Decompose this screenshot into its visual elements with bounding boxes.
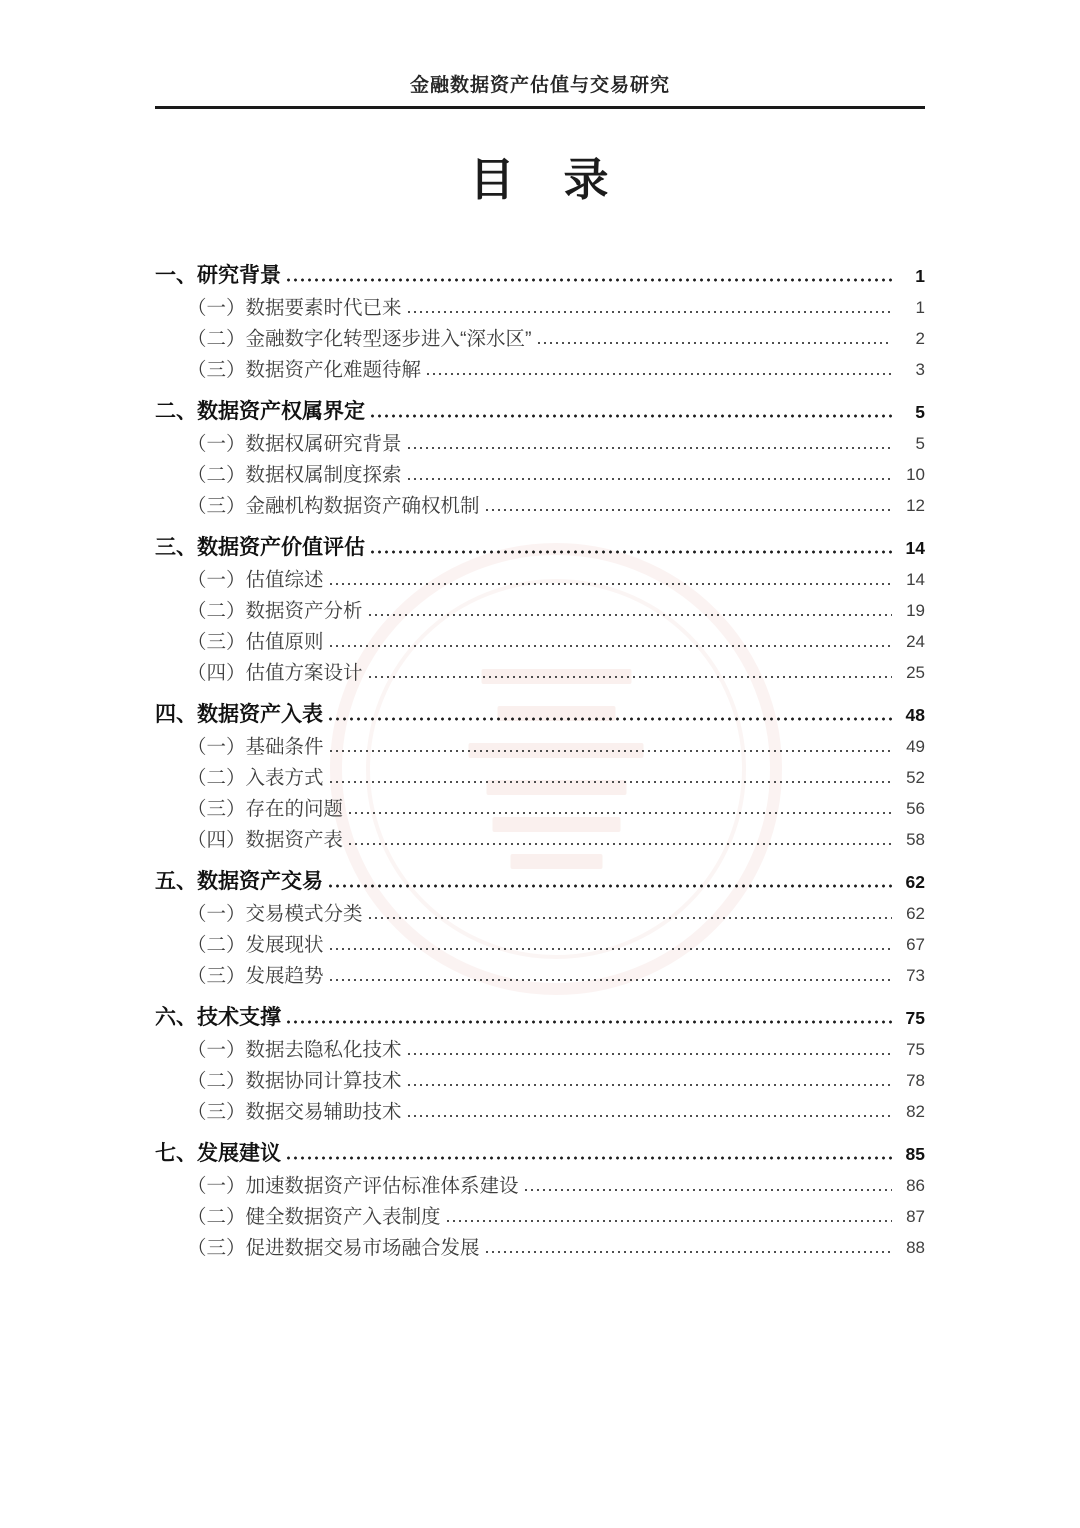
dot-leader	[523, 1188, 892, 1192]
dot-leader	[425, 372, 892, 376]
toc-section-row	[155, 1000, 925, 1030]
toc-section-row	[155, 530, 925, 560]
toc-item-label: （四）估值方案设计	[187, 661, 363, 684]
dot-leader	[406, 1083, 892, 1087]
page-title: 目 录	[469, 154, 611, 205]
toc-page-number: 82	[906, 1101, 925, 1121]
dot-leader	[328, 582, 892, 586]
toc-page-number: 75	[906, 1039, 925, 1059]
toc-item-label: （二）健全数据资产入表制度	[187, 1205, 441, 1228]
dot-leader	[406, 446, 892, 450]
toc-section-label: 三、数据资产价值评估	[155, 535, 365, 559]
dot-leader	[367, 613, 892, 617]
dot-leader	[367, 675, 892, 679]
toc-item-row	[155, 1166, 925, 1197]
toc-item-row	[155, 956, 925, 987]
toc-item-label: （二）数据权属制度探索	[187, 463, 402, 486]
toc-page-number: 78	[906, 1070, 925, 1090]
dot-leader	[484, 508, 892, 512]
toc-item-row	[155, 319, 925, 350]
dot-leader	[327, 884, 892, 888]
toc-item-row	[155, 894, 925, 925]
toc-item-row	[155, 1061, 925, 1092]
toc-item-label: （三）数据资产化难题待解	[187, 358, 422, 381]
toc-item-label: （二）数据资产分析	[187, 599, 363, 622]
dot-leader	[328, 780, 892, 784]
toc-item-label: （三）发展趋势	[187, 964, 324, 987]
dot-leader	[367, 916, 892, 920]
toc-item-label: （一）交易模式分类	[187, 902, 363, 925]
toc-item-row	[155, 560, 925, 591]
toc-page-number: 62	[906, 903, 925, 923]
toc-item-row	[155, 622, 925, 653]
toc-item-row	[155, 591, 925, 622]
toc-item-row	[155, 350, 925, 381]
dot-leader	[406, 310, 892, 314]
toc-item-label: （三）存在的问题	[187, 797, 344, 820]
toc-page-number: 58	[906, 829, 925, 849]
toc-page-number: 3	[915, 359, 925, 379]
table-of-contents	[155, 258, 925, 1259]
toc-page-number: 73	[906, 965, 925, 985]
running-header-title: 金融数据资产估值与交易研究	[409, 75, 670, 96]
dot-leader	[328, 749, 892, 753]
dot-leader	[484, 1250, 892, 1254]
toc-page-number: 56	[906, 798, 925, 818]
toc-page-number: 24	[906, 631, 925, 651]
toc-section-row	[155, 697, 925, 727]
toc-section-label: 六、技术支撑	[155, 1005, 281, 1029]
dot-leader	[536, 341, 893, 345]
toc-page-number: 1	[915, 266, 925, 287]
toc-section-label: 一、研究背景	[155, 263, 281, 287]
dot-leader	[406, 477, 892, 481]
dot-leader	[327, 717, 892, 721]
toc-page-number: 86	[906, 1175, 925, 1195]
toc-page-number: 85	[905, 1144, 925, 1165]
toc-item-row	[155, 288, 925, 319]
toc-section-label: 七、发展建议	[155, 1141, 281, 1165]
toc-item-label: （三）促进数据交易市场融合发展	[187, 1236, 480, 1259]
toc-item-label: （三）数据交易辅助技术	[187, 1100, 402, 1123]
toc-section-row	[155, 864, 925, 894]
toc-page-number: 12	[906, 495, 925, 515]
toc-page-number: 19	[906, 600, 925, 620]
dot-leader	[369, 414, 892, 418]
toc-item-label: （一）基础条件	[187, 735, 324, 758]
toc-item-label: （三）估值原则	[187, 630, 324, 653]
dot-leader	[347, 811, 892, 815]
toc-section-label: 二、数据资产权属界定	[155, 399, 365, 423]
toc-item-label: （二）发展现状	[187, 933, 324, 956]
toc-page-number: 5	[915, 402, 925, 423]
toc-page-number: 5	[915, 433, 925, 453]
toc-section-row	[155, 394, 925, 424]
toc-section-row	[155, 258, 925, 288]
header-divider-rule	[155, 106, 925, 109]
toc-item-label: （一）加速数据资产评估标准体系建设	[187, 1174, 519, 1197]
dot-leader	[445, 1219, 892, 1223]
toc-item-label: （二）入表方式	[187, 766, 324, 789]
toc-item-row	[155, 820, 925, 851]
toc-page-number: 87	[906, 1206, 925, 1226]
dot-leader	[285, 1156, 892, 1160]
toc-page-number: 14	[906, 569, 925, 589]
toc-item-label: （一）数据要素时代已来	[187, 296, 402, 319]
toc-item-row	[155, 1030, 925, 1061]
dot-leader	[285, 278, 892, 282]
toc-page-number: 48	[905, 705, 925, 726]
toc-item-label: （四）数据资产表	[187, 828, 344, 851]
dot-leader	[406, 1114, 892, 1118]
toc-item-row	[155, 424, 925, 455]
dot-leader	[328, 947, 892, 951]
dot-leader	[347, 842, 892, 846]
toc-item-row	[155, 486, 925, 517]
dot-leader	[285, 1020, 892, 1024]
dot-leader	[328, 644, 892, 648]
toc-page-number: 67	[906, 934, 925, 954]
dot-leader	[406, 1052, 892, 1056]
toc-page-number: 62	[905, 872, 925, 893]
toc-item-label: （二）数据协同计算技术	[187, 1069, 402, 1092]
toc-page-number: 88	[906, 1237, 925, 1257]
dot-leader	[328, 978, 892, 982]
toc-item-row	[155, 925, 925, 956]
toc-section-row	[155, 1136, 925, 1166]
toc-page-number: 10	[906, 464, 925, 484]
toc-page-number: 1	[915, 297, 925, 317]
toc-item-row	[155, 653, 925, 684]
toc-item-row	[155, 1197, 925, 1228]
page-content	[155, 0, 925, 1259]
toc-item-label: （二）金融数字化转型逐步进入“深水区”	[187, 327, 532, 350]
toc-item-row	[155, 1092, 925, 1123]
toc-page-number: 2	[915, 328, 925, 348]
toc-page-number: 49	[906, 736, 925, 756]
dot-leader	[369, 550, 892, 554]
toc-page-number: 52	[906, 767, 925, 787]
toc-item-row	[155, 455, 925, 486]
toc-section-label: 五、数据资产交易	[155, 869, 323, 893]
toc-item-label: （一）估值综述	[187, 568, 324, 591]
toc-item-label: （一）数据权属研究背景	[187, 432, 402, 455]
toc-item-row	[155, 727, 925, 758]
toc-item-row	[155, 1228, 925, 1259]
toc-page-number: 25	[906, 662, 925, 682]
toc-item-label: （三）金融机构数据资产确权机制	[187, 494, 480, 517]
toc-page-number: 14	[905, 538, 925, 559]
toc-section-label: 四、数据资产入表	[155, 702, 323, 726]
toc-page-number: 75	[905, 1008, 925, 1029]
toc-item-row	[155, 789, 925, 820]
toc-item-row	[155, 758, 925, 789]
toc-item-label: （一）数据去隐私化技术	[187, 1038, 402, 1061]
